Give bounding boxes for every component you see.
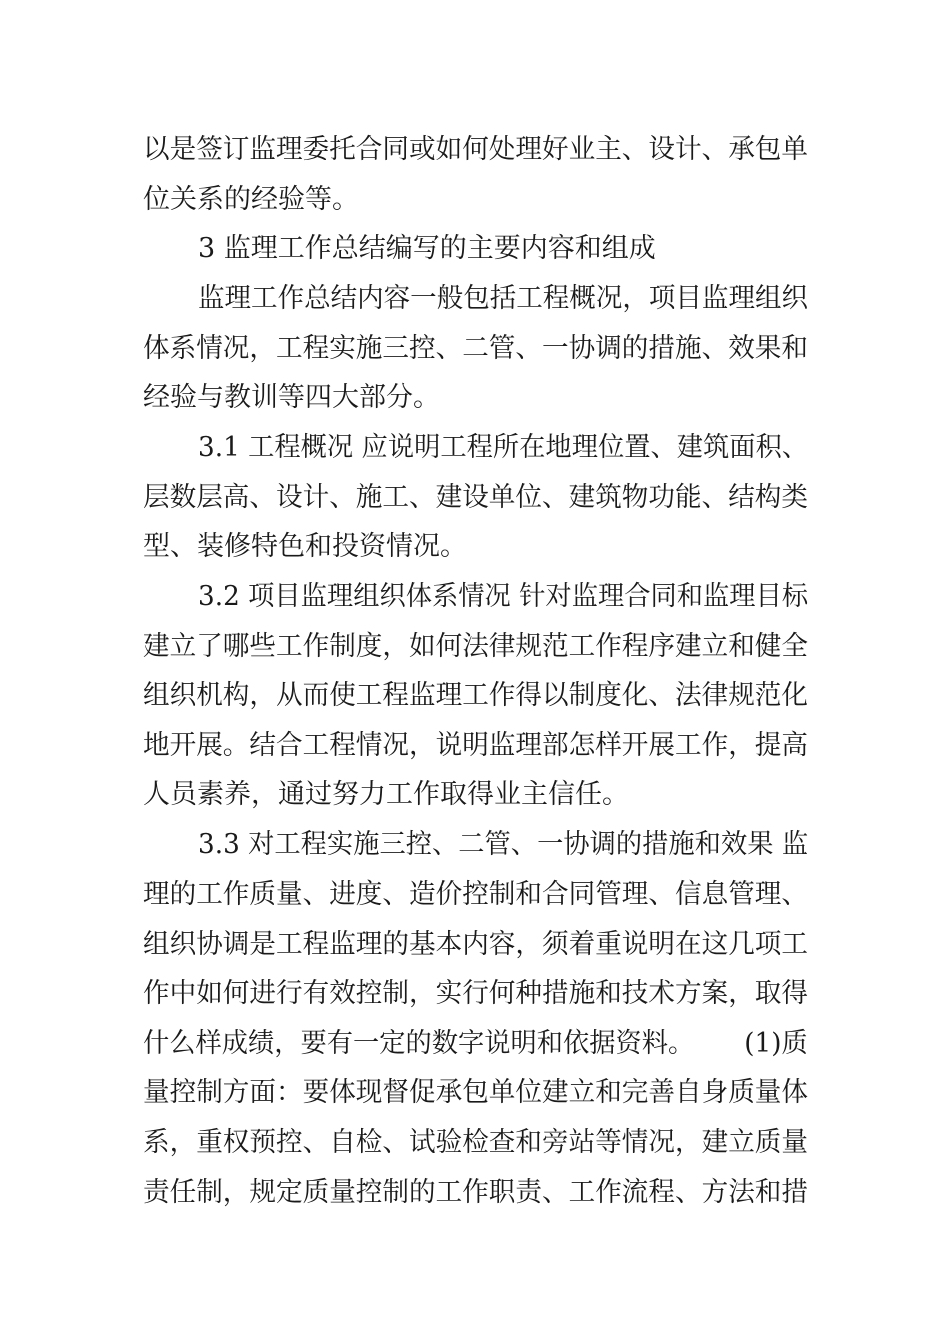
text-line: 理的工作质量、进度、造价控制和合同管理、信息管理、 [143,879,809,910]
text-line: 建立了哪些工作制度，如何法律规范工作程序建立和健全 [143,631,809,662]
text-line: 位关系的经验等。 [143,184,359,215]
text-line: 3.3 对工程实施三控、二管、一协调的措施和效果 监 [198,829,809,860]
text-line: 人员素养，通过努力工作取得业主信任。 [143,779,629,810]
text-line: 经验与教训等四大部分。 [143,382,440,413]
section-heading: 3 监理工作总结编写的主要内容和组成 [198,233,656,264]
text-line: 体系情况，工程实施三控、二管、一协调的措施、效果和 [143,333,809,364]
text-line: 以是签订监理委托合同或如何处理好业主、设计、承包单 [143,134,809,165]
text-line: 什么样成绩，要有一定的数字说明和依据资料。 (1)质 [143,1028,808,1059]
text-line: 型、装修特色和投资情况。 [143,531,467,562]
text-line: 3.2 项目监理组织体系情况 针对监理合同和监理目标 [198,581,809,612]
text-line: 监理工作总结内容一般包括工程概况，项目监理组织 [198,283,809,314]
text-line: 责任制，规定质量控制的工作职责、工作流程、方法和措 [143,1177,809,1208]
text-line: 层数层高、设计、施工、建设单位、建筑物功能、结构类 [143,482,809,513]
text-line: 组织机构，从而使工程监理工作得以制度化、法律规范化 [143,680,809,711]
text-line: 3.1 工程概况 应说明工程所在地理位置、建筑面积、 [198,432,809,463]
text-line: 系，重权预控、自检、试验检查和旁站等情况，建立质量 [143,1127,809,1158]
text-line: 量控制方面：要体现督促承包单位建立和完善自身质量体 [143,1077,809,1108]
text-line: 作中如何进行有效控制，实行何种措施和技术方案，取得 [143,978,809,1009]
text-line: 地开展。结合工程情况，说明监理部怎样开展工作，提高 [143,730,809,761]
text-line: 组织协调是工程监理的基本内容，须着重说明在这几项工 [143,929,809,960]
